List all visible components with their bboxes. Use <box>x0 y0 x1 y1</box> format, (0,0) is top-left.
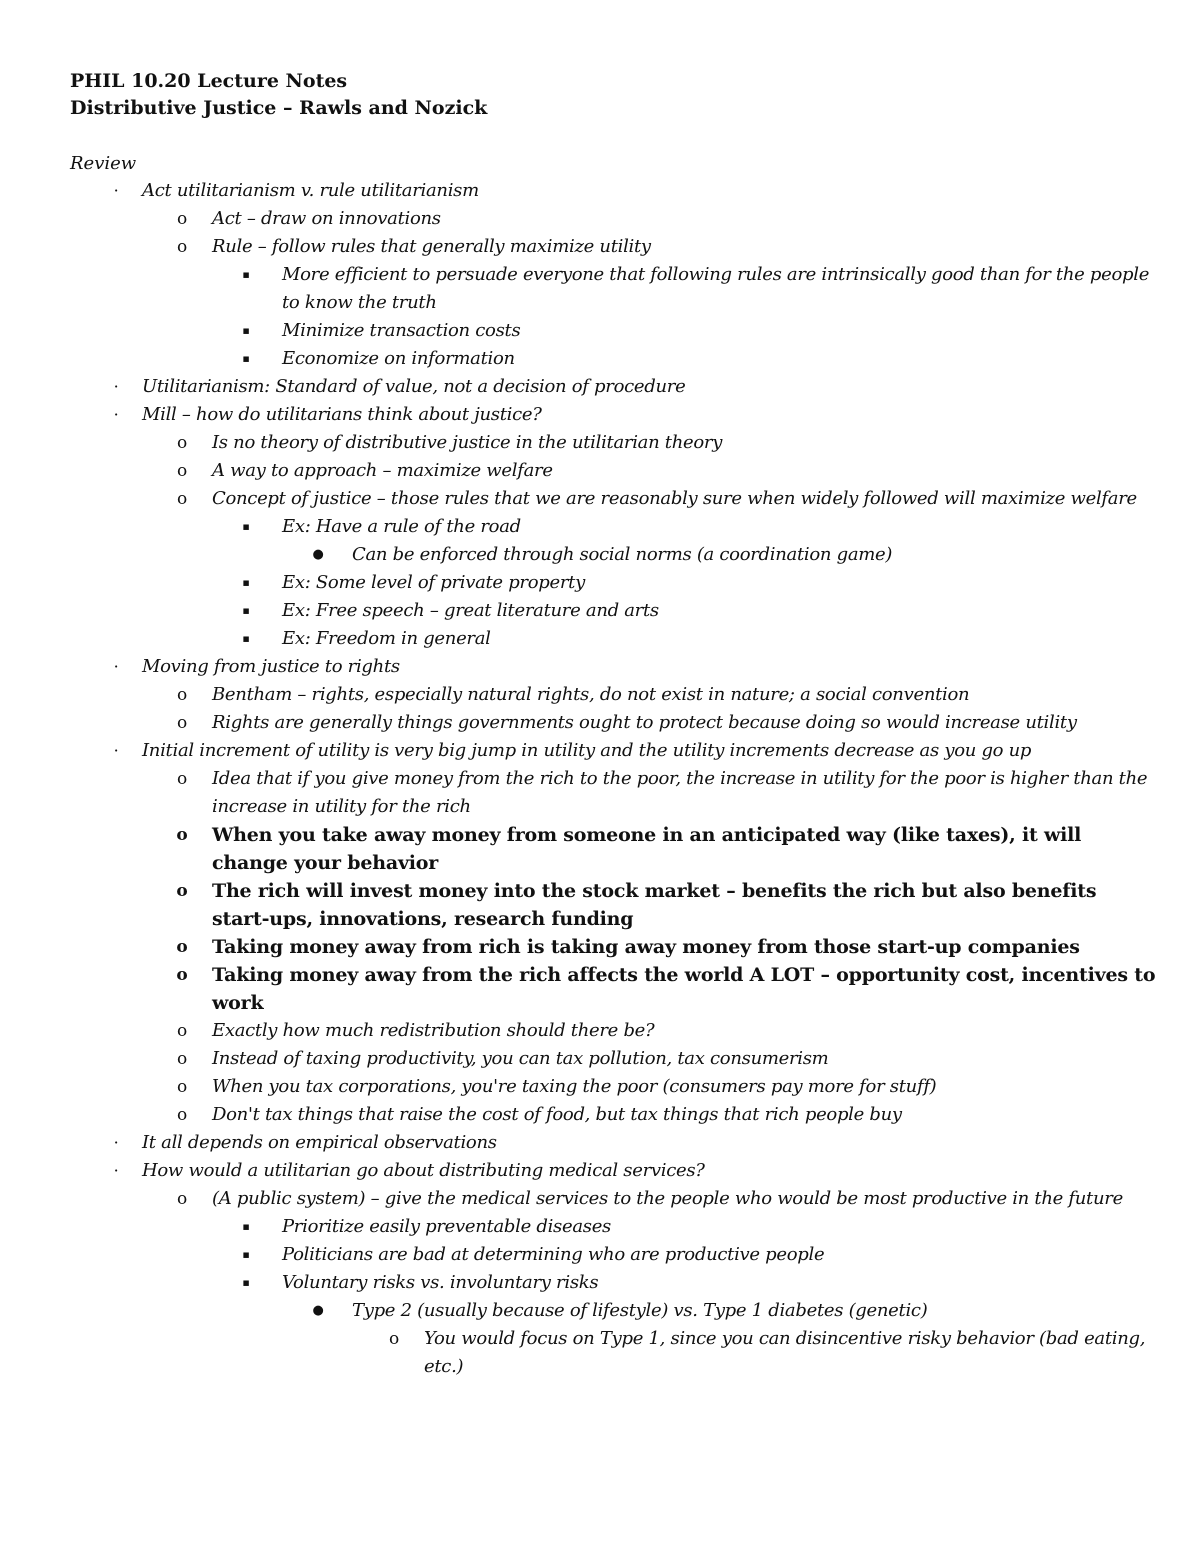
bullet-marker: · <box>113 741 119 760</box>
note-text: Taking money away from the rich affects the world A LOT – opportunity cost, incentives to work <box>212 964 1156 1014</box>
note-item-level-2 <box>70 597 1160 625</box>
note-item-level-1 <box>70 681 1160 709</box>
bullet-marker: ▪ <box>242 324 250 337</box>
note-item-level-4 <box>70 1325 1160 1381</box>
bullet-marker: o <box>177 489 187 509</box>
bullet-marker: · <box>113 1161 119 1180</box>
note-item-level-2 <box>70 317 1160 345</box>
note-item-level-0 <box>70 1129 1160 1157</box>
note-text: Is no theory of distributive justice in the utilitarian theory <box>212 432 723 453</box>
note-text: More efficient to persuade everyone that following rules are intrinsically good than for the people to know the truth <box>282 264 1150 313</box>
bullet-marker: o <box>177 237 187 257</box>
bullet-marker: o <box>177 1189 187 1209</box>
section-label-review: Review <box>70 153 137 174</box>
note-text: Economize on information <box>282 348 515 369</box>
note-text: Idea that if you give money from the rich to the poor, the increase in utility for the poor is higher than the increase in utility for the rich <box>212 768 1148 817</box>
note-item-level-2 <box>70 1213 1160 1241</box>
note-item-level-0 <box>70 1157 1160 1185</box>
bullet-marker: o <box>177 1077 187 1097</box>
bullet-marker: o <box>177 1021 187 1041</box>
note-text: (A public system) – give the medical services to the people who would be most productive in the future <box>212 1188 1123 1209</box>
note-item-level-2 <box>70 261 1160 317</box>
note-text: Initial increment of utility is very big jump in utility and the utility increments decrease as you go up <box>142 740 1032 761</box>
note-text: How would a utilitarian go about distributing medical services? <box>142 1160 705 1181</box>
note-text: Rule – follow rules that generally maximize utility <box>212 236 651 257</box>
note-item-level-1 <box>70 709 1160 737</box>
note-item-level-2 <box>70 569 1160 597</box>
note-text: Politicians are bad at determining who are productive people <box>282 1244 825 1265</box>
note-item-level-0 <box>70 177 1160 205</box>
note-text: Type 2 (usually because of lifestyle) vs. Type 1 diabetes (genetic) <box>352 1300 928 1321</box>
note-text: A way to approach – maximize welfare <box>212 460 553 481</box>
note-item-level-1 <box>70 485 1160 513</box>
note-text: Rights are generally things governments ought to protect because doing so would increase utility <box>212 712 1077 733</box>
note-text: Prioritize easily preventable diseases <box>282 1216 611 1237</box>
note-item-level-1 <box>70 1073 1160 1101</box>
bullet-marker: o <box>177 713 187 733</box>
bullet-marker: ▪ <box>242 1248 250 1261</box>
note-item-level-3 <box>70 1297 1160 1325</box>
note-text: Act utilitarianism v. rule utilitarianism <box>142 180 479 201</box>
bullet-marker: o <box>177 461 187 481</box>
title-course-line: PHIL 10.20 Lecture Notes <box>70 70 348 92</box>
bullet-marker: o <box>176 937 188 957</box>
note-text: Instead of taxing productivity, you can tax pollution, tax consumerism <box>212 1048 829 1069</box>
title-topic-line: Distributive Justice – Rawls and Nozick <box>70 97 488 119</box>
bullet-marker: ● <box>312 547 324 562</box>
note-item-level-2 <box>70 513 1160 541</box>
bullet-marker: ▪ <box>242 1276 250 1289</box>
note-text: You would focus on Type 1, since you can disincentive risky behavior (bad eating, etc.) <box>424 1328 1146 1377</box>
bullet-marker: · <box>113 181 119 200</box>
note-item-level-1 <box>70 205 1160 233</box>
note-text: Ex: Have a rule of the road <box>282 516 521 537</box>
note-text: Ex: Some level of private property <box>282 572 585 593</box>
bullet-marker: o <box>177 1049 187 1069</box>
bullet-marker: o <box>177 433 187 453</box>
note-text: Don't tax things that raise the cost of food, but tax things that rich people buy <box>212 1104 902 1125</box>
notes-outline <box>70 177 1160 1381</box>
note-item-level-1 <box>70 765 1160 821</box>
note-item-level-1 <box>70 1045 1160 1073</box>
bullet-marker: ▪ <box>242 632 250 645</box>
note-text: Voluntary risks vs. involuntary risks <box>282 1272 599 1293</box>
note-item-level-1 <box>70 877 1160 933</box>
note-item-level-1 <box>70 933 1160 961</box>
bullet-marker: ▪ <box>242 352 250 365</box>
note-item-level-3 <box>70 541 1160 569</box>
note-item-level-0 <box>70 653 1160 681</box>
note-text: Moving from justice to rights <box>142 656 400 677</box>
note-item-level-1 <box>70 429 1160 457</box>
bullet-marker: o <box>177 1105 187 1125</box>
note-item-level-0 <box>70 373 1160 401</box>
note-item-level-0 <box>70 737 1160 765</box>
bullet-marker: · <box>113 405 119 424</box>
bullet-marker: o <box>176 881 188 901</box>
bullet-marker: ▪ <box>242 520 250 533</box>
document-page <box>70 68 1160 1381</box>
note-text: Mill – how do utilitarians think about justice? <box>142 404 542 425</box>
note-text: The rich will invest money into the stock market – benefits the rich but also benefits start-ups, innovations, research funding <box>212 880 1097 930</box>
note-text: Ex: Freedom in general <box>282 628 491 649</box>
bullet-marker: o <box>177 209 187 229</box>
note-text: Bentham – rights, especially natural rights, do not exist in nature; a social convention <box>212 684 970 705</box>
note-item-level-0 <box>70 401 1160 429</box>
bullet-marker: o <box>176 965 188 985</box>
note-item-level-2 <box>70 345 1160 373</box>
bullet-marker: o <box>177 685 187 705</box>
note-text: It all depends on empirical observations <box>142 1132 497 1153</box>
bullet-marker: ▪ <box>242 268 250 281</box>
note-item-level-1 <box>70 457 1160 485</box>
bullet-marker: · <box>113 1133 119 1152</box>
note-text: When you take away money from someone in an anticipated way (like taxes), it will change your behavior <box>212 824 1082 874</box>
note-item-level-1 <box>70 961 1160 1017</box>
note-text: Taking money away from rich is taking away money from those start-up companies <box>212 936 1080 958</box>
note-text: Concept of justice – those rules that we are reasonably sure when widely followed will maximize welfare <box>212 488 1137 509</box>
note-text: When you tax corporations, you're taxing the poor (consumers pay more for stuff) <box>212 1076 937 1097</box>
note-item-level-1 <box>70 233 1160 261</box>
note-item-level-2 <box>70 625 1160 653</box>
bullet-marker: · <box>113 377 119 396</box>
note-item-level-2 <box>70 1241 1160 1269</box>
bullet-marker: ▪ <box>242 604 250 617</box>
note-text: Ex: Free speech – great literature and arts <box>282 600 659 621</box>
bullet-marker: o <box>177 769 187 789</box>
note-item-level-1 <box>70 1185 1160 1213</box>
bullet-marker: ▪ <box>242 576 250 589</box>
note-item-level-1 <box>70 821 1160 877</box>
bullet-marker: · <box>113 657 119 676</box>
bullet-marker: ▪ <box>242 1220 250 1233</box>
bullet-marker: o <box>176 825 188 845</box>
note-text: Can be enforced through social norms (a coordination game) <box>352 544 893 565</box>
note-item-level-1 <box>70 1017 1160 1045</box>
note-text: Minimize transaction costs <box>282 320 521 341</box>
note-text: Act – draw on innovations <box>212 208 441 229</box>
document-title <box>70 68 1160 122</box>
note-text: Utilitarianism: Standard of value, not a decision of procedure <box>142 376 686 397</box>
note-text: Exactly how much redistribution should there be? <box>212 1020 655 1041</box>
bullet-marker: ● <box>312 1303 324 1318</box>
note-item-level-2 <box>70 1269 1160 1297</box>
bullet-marker: o <box>389 1329 399 1349</box>
note-item-level-1 <box>70 1101 1160 1129</box>
